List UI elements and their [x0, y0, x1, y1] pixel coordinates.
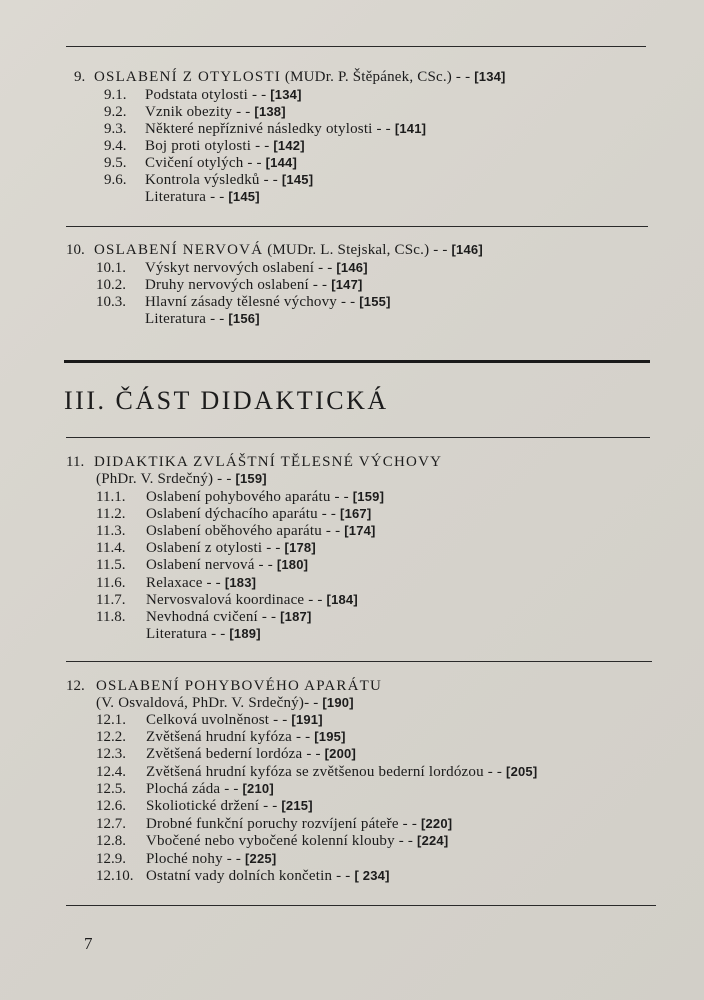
item-title: Skoliotické držení	[146, 798, 260, 814]
item-title: Oslabení dýchacího aparátu	[146, 506, 318, 522]
chapter-title: OSLABENÍ POHYBOVÉHO APARÁTU	[96, 678, 383, 694]
page-ref: [159]	[352, 489, 385, 504]
chapter-title-text: OSLABENÍ NERVOVÁ	[94, 242, 264, 258]
chapter-title: OSLABENÍ NERVOVÁ (MUDr. L. Stejskal, CSc.) - - [146]	[94, 242, 483, 258]
item-title: Oslabení nervová	[146, 557, 255, 573]
item-number: 11.4.	[96, 540, 126, 556]
chapter-title: DIDAKTIKA ZVLÁŠTNÍ TĚLESNÉ VÝCHOVY	[94, 454, 443, 470]
chapter-number: 10.	[66, 242, 85, 258]
item-number: 12.8.	[96, 833, 126, 849]
page-ref: [187]	[280, 609, 312, 624]
item-title: Některé nepříznivé následky otylosti	[145, 121, 373, 137]
list-item: Oslabení oběhového aparátu - - [174]	[146, 523, 376, 539]
item-number: 12.10.	[96, 868, 134, 884]
item-title: Boj proti otylosti	[145, 138, 252, 154]
list-item: Nervosvalová koordinace - - [184]	[146, 592, 358, 608]
item-title: Zvětšená bederní lordóza	[146, 746, 303, 762]
item-title: Nevhodná cvičení	[146, 609, 258, 625]
item-title: Výskyt nervových oslabení	[145, 260, 315, 276]
item-title: Oslabení pohybového aparátu	[146, 489, 331, 505]
item-title: Vznik obezity	[145, 104, 233, 120]
list-item: Zvětšená hrudní kyfóza - - [195]	[146, 729, 346, 745]
item-title: Literatura	[145, 311, 207, 327]
list-item: Ploché nohy - - [225]	[146, 851, 277, 867]
item-title: Relaxace	[146, 575, 203, 591]
list-item: Vznik obezity - - [138]	[145, 104, 286, 120]
item-title: Celková uvolněnost	[146, 712, 270, 728]
list-item: Literatura - - [145]	[145, 189, 260, 205]
list-item: Literatura - - [156]	[145, 311, 260, 327]
item-title: Literatura	[146, 626, 208, 642]
chapter-number: 12.	[66, 678, 85, 694]
page-ref: [134]	[270, 87, 302, 102]
item-title: Druhy nervových oslabení	[145, 277, 309, 293]
item-title: Hlavní zásady tělesné výchovy	[145, 294, 337, 310]
item-number: 11.2.	[96, 506, 126, 522]
page-ref: [205]	[506, 764, 538, 779]
page-ref: [167]	[340, 506, 372, 521]
page-ref: [146]	[336, 260, 368, 275]
page-ref: [155]	[359, 294, 391, 309]
page-ref: [141]	[394, 121, 427, 136]
page-ref: [180]	[276, 557, 309, 572]
list-item: Boj proti otylosti - - [142]	[145, 138, 305, 154]
page-ref: [189]	[229, 626, 261, 641]
section-divider	[66, 661, 652, 662]
part-heading: III. ČÁST DIDAKTICKÁ	[64, 386, 389, 415]
list-item: Plochá záda - - [210]	[146, 781, 274, 797]
item-number: 12.3.	[96, 746, 126, 762]
page-ref: [146]	[451, 242, 483, 257]
item-number: 10.1.	[96, 260, 126, 276]
item-number: 10.3.	[96, 294, 126, 310]
page-ref: [138]	[254, 104, 286, 119]
list-item: Drobné funkční poruchy rozvíjení páteře - - [220]	[146, 816, 453, 832]
page-ref: [215]	[281, 798, 313, 813]
chapter-author: (V. Osvaldová, PhDr. V. Srdečný)	[96, 695, 305, 711]
page-ref: [178]	[284, 540, 316, 555]
item-title: Oslabení z otylosti	[146, 540, 263, 556]
chapter-author: (MUDr. L. Stejskal, CSc.)	[267, 242, 430, 258]
item-number: 12.4.	[96, 764, 126, 780]
list-item: Cvičení otylých - - [144]	[145, 155, 298, 171]
item-number: 12.9.	[96, 851, 126, 867]
list-item: Nevhodná cvičení - - [187]	[146, 609, 312, 625]
chapter-title: OSLABENÍ Z OTYLOSTI (MUDr. P. Štěpánek, CSc.) - - [134]	[94, 69, 506, 85]
item-title: Ploché nohy	[146, 851, 223, 867]
item-number: 9.1.	[104, 87, 127, 103]
item-number: 9.3.	[104, 121, 127, 137]
list-item: Zvětšená bederní lordóza - - [200]	[146, 746, 357, 762]
item-title: Vbočené nebo vybočené kolenní klouby	[146, 833, 395, 849]
item-number: 9.4.	[104, 138, 127, 154]
item-title: Kontrola výsledků	[145, 172, 260, 188]
page-ref: [220]	[420, 816, 453, 831]
item-title: Literatura	[145, 189, 207, 205]
list-item: Oslabení nervová - - [180]	[146, 557, 309, 573]
item-number: 11.3.	[96, 523, 126, 539]
list-item: Oslabení dýchacího aparátu - - [167]	[146, 506, 372, 522]
list-item: Literatura - - [189]	[146, 626, 261, 642]
item-title: Cvičení otylých	[145, 155, 244, 171]
item-number: 11.1.	[96, 489, 126, 505]
page-ref: [ 234]	[354, 868, 390, 883]
item-number: 11.6.	[96, 575, 126, 591]
section-divider	[66, 905, 656, 906]
list-item: Oslabení pohybového aparátu - - [159]	[146, 489, 385, 505]
list-item: Podstata otylosti - - [134]	[145, 87, 302, 103]
list-item: Některé nepříznivé následky otylosti - - [141]	[145, 121, 427, 137]
page-ref: [156]	[228, 311, 260, 326]
section-divider	[66, 46, 646, 47]
chapter-number: 11.	[66, 454, 85, 470]
list-item: Vbočené nebo vybočené kolenní klouby - - [224]	[146, 833, 449, 849]
chapter-number: 9.	[74, 69, 86, 85]
section-divider	[66, 437, 650, 438]
item-title: Oslabení oběhového aparátu	[146, 523, 322, 539]
item-number: 9.5.	[104, 155, 127, 171]
page-ref: [210]	[242, 781, 274, 796]
chapter-author-line: (V. Osvaldová, PhDr. V. Srdečný)- - [190]	[96, 695, 354, 711]
item-number: 9.6.	[104, 172, 127, 188]
item-number: 12.2.	[96, 729, 126, 745]
item-title: Plochá záda	[146, 781, 221, 797]
item-title: Podstata otylosti	[145, 87, 248, 103]
part-divider	[64, 360, 650, 363]
section-divider	[66, 226, 648, 227]
page-ref: [144]	[265, 155, 298, 170]
page-ref: [195]	[314, 729, 346, 744]
page-ref: [145]	[281, 172, 314, 187]
list-item: Skoliotické držení - - [215]	[146, 798, 313, 814]
list-item: Kontrola výsledků - - [145]	[145, 172, 314, 188]
item-number: 12.5.	[96, 781, 126, 797]
page-ref: [134]	[474, 69, 506, 84]
item-title: Ostatní vady dolních končetin	[146, 868, 333, 884]
chapter-author-line: (PhDr. V. Srdečný) - - [159]	[96, 471, 267, 487]
item-number: 11.7.	[96, 592, 126, 608]
page-ref: [225]	[245, 851, 277, 866]
item-number: 11.5.	[96, 557, 126, 573]
item-title: Nervosvalová koordinace	[146, 592, 305, 608]
page-ref: [190]	[322, 695, 354, 710]
page-ref: [200]	[324, 746, 357, 761]
list-item: Výskyt nervových oslabení - - [146]	[145, 260, 368, 276]
list-item: Zvětšená hrudní kyfóza se zvětšenou bederní lordózou - - [205]	[146, 764, 538, 780]
page-ref: [142]	[273, 138, 305, 153]
list-item: Ostatní vady dolních končetin - - [ 234]	[146, 868, 390, 884]
item-number: 9.2.	[104, 104, 127, 120]
chapter-title-text: OSLABENÍ Z OTYLOSTI	[94, 69, 281, 85]
page-ref: [174]	[344, 523, 376, 538]
page-ref: [183]	[224, 575, 257, 590]
page-ref: [184]	[326, 592, 358, 607]
chapter-author: (MUDr. P. Štěpánek, CSc.)	[284, 69, 452, 85]
list-item: Relaxace - - [183]	[146, 575, 257, 591]
page-ref: [147]	[331, 277, 363, 292]
list-item: Oslabení z otylosti - - [178]	[146, 540, 316, 556]
item-title: Drobné funkční poruchy rozvíjení páteře	[146, 816, 399, 832]
item-title: Zvětšená hrudní kyfóza se zvětšenou bederní lordózou	[146, 764, 484, 780]
page-ref: [159]	[235, 471, 267, 486]
item-number: 12.1.	[96, 712, 126, 728]
page-number: 7	[84, 934, 93, 953]
list-item: Druhy nervových oslabení - - [147]	[145, 277, 363, 293]
page-ref: [224]	[417, 833, 449, 848]
page-ref: [145]	[228, 189, 260, 204]
item-title: Zvětšená hrudní kyfóza	[146, 729, 293, 745]
list-item: Hlavní zásady tělesné výchovy - - [155]	[145, 294, 391, 310]
list-item: Celková uvolněnost - - [191]	[146, 712, 323, 728]
item-number: 11.8.	[96, 609, 126, 625]
chapter-author: (PhDr. V. Srdečný)	[96, 471, 214, 487]
item-number: 12.7.	[96, 816, 126, 832]
page-ref: [191]	[291, 712, 323, 727]
item-number: 12.6.	[96, 798, 126, 814]
item-number: 10.2.	[96, 277, 126, 293]
